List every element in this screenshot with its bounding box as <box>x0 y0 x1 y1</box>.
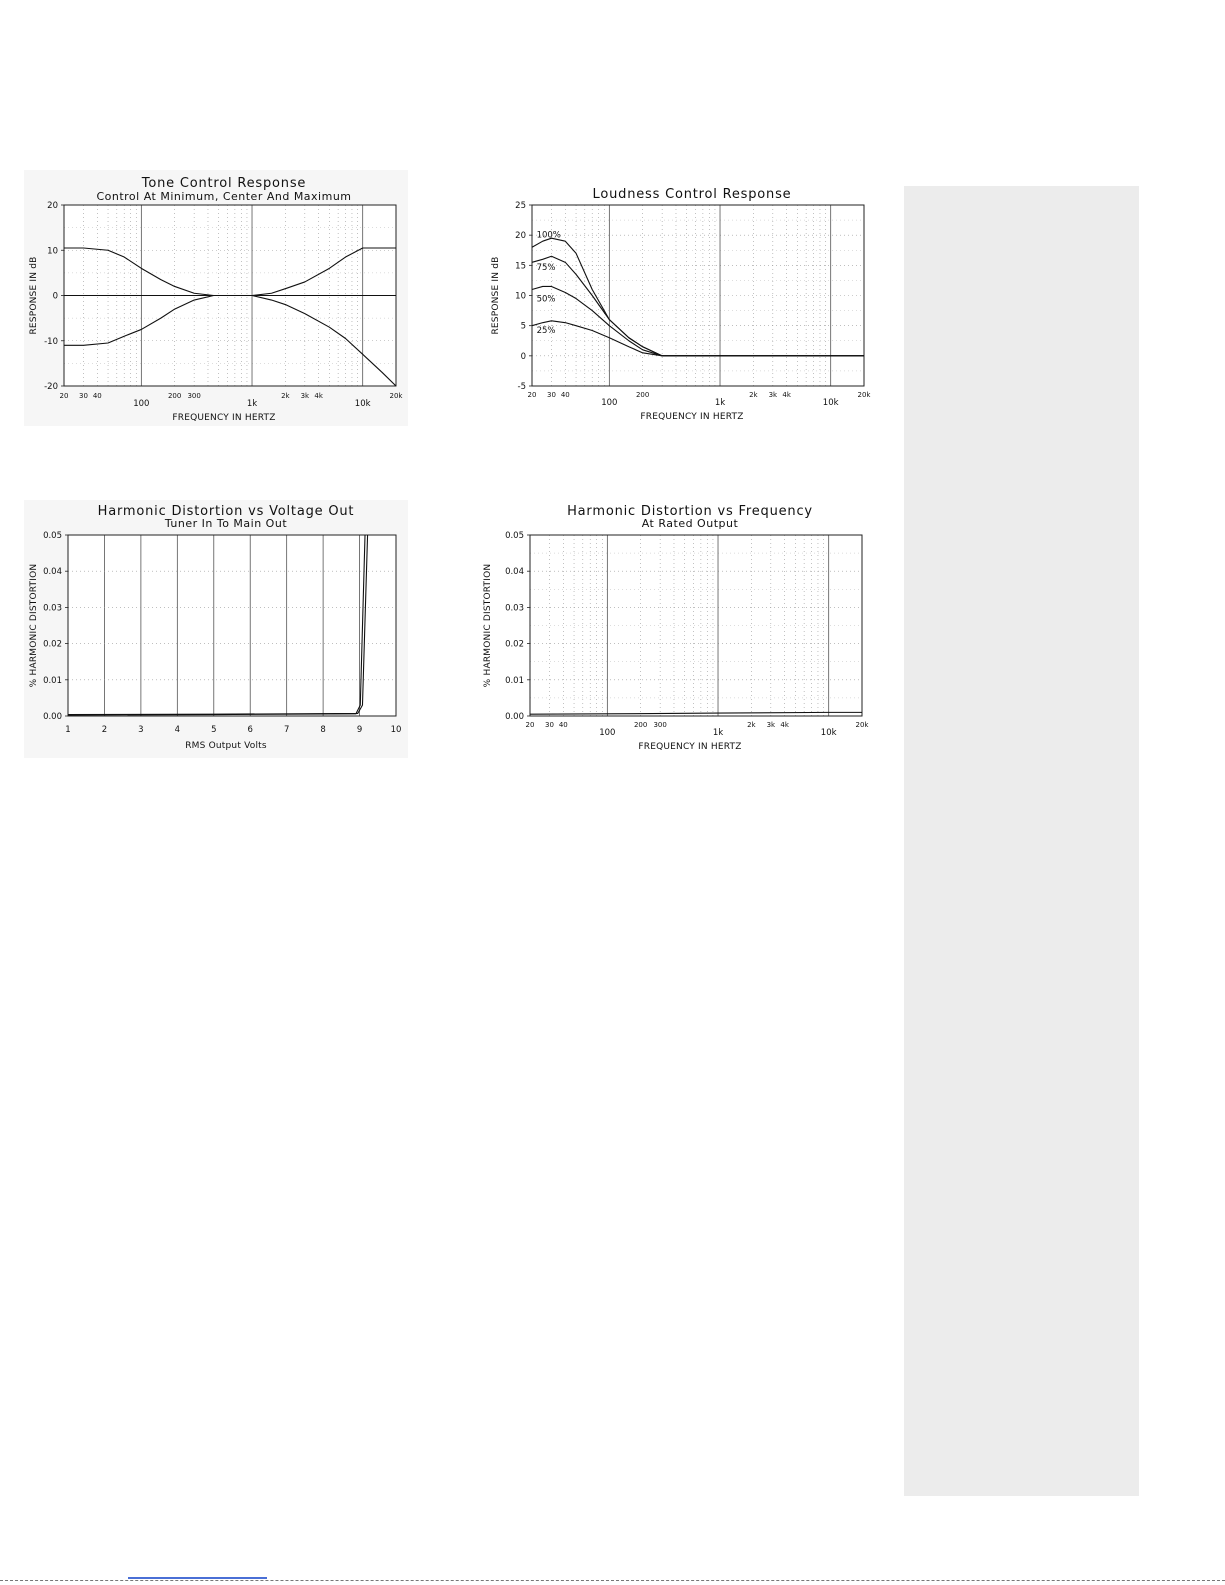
x-tick-label: 2k <box>749 391 758 399</box>
y-tick-label: 0.03 <box>505 603 524 614</box>
y-tick-label: 0.05 <box>43 531 62 541</box>
x-tick-label: 200 <box>635 391 650 399</box>
loudness-control-chart <box>484 184 874 426</box>
y-tick-label: 0.02 <box>43 639 62 650</box>
y-tick-label: 0.01 <box>505 675 524 686</box>
margin-note-panel <box>904 186 1139 1496</box>
y-tick-label: 20 <box>47 201 58 211</box>
y-tick-label: 0.01 <box>43 675 62 686</box>
y-tick-label: -5 <box>517 382 526 392</box>
y-tick-label: 10 <box>515 291 526 302</box>
y-tick-label: 15 <box>515 261 526 272</box>
x-axis-label: FREQUENCY IN HERTZ <box>172 413 276 423</box>
x-tick-label: 100 <box>601 398 618 408</box>
series-annotation: 25% <box>536 325 556 336</box>
x-tick-label: 2k <box>747 721 756 729</box>
x-tick-label: 100 <box>133 399 150 409</box>
y-tick-label: 0.05 <box>505 531 524 541</box>
tone-control-chart <box>24 170 408 426</box>
x-tick-label: 20k <box>857 391 871 399</box>
x-tick-label: 4k <box>782 391 791 399</box>
x-tick-label: 300 <box>653 721 667 729</box>
x-tick-label: 200 <box>167 392 182 400</box>
y-tick-label: 25 <box>515 201 526 211</box>
x-tick-label: 3k <box>766 721 776 729</box>
x-tick-label: 7 <box>283 725 290 735</box>
x-tick-label: 3k <box>768 391 778 399</box>
x-tick-label: 4k <box>780 721 789 729</box>
chart-subtitle: Control At Minimum, Center And Maximum <box>96 190 352 203</box>
x-tick-label: 1k <box>714 398 726 408</box>
x-tick-label: 1 <box>65 725 71 735</box>
x-tick-label: 3 <box>138 725 144 735</box>
y-tick-label: 0.04 <box>505 567 524 578</box>
x-tick-label: 2k <box>281 392 290 400</box>
y-tick-label: 0.00 <box>43 712 62 722</box>
y-axis-label: RESPONSE IN dB <box>491 256 501 335</box>
x-tick-label: 100 <box>599 728 616 738</box>
y-tick-label: -10 <box>44 336 58 347</box>
thd-vs-voltage-chart <box>24 500 408 758</box>
footer-link[interactable] <box>128 1577 267 1579</box>
series-annotation: 100% <box>536 230 561 241</box>
x-tick-label: 10k <box>354 399 371 409</box>
y-axis-label: % HARMONIC DISTORTION <box>29 563 39 688</box>
x-tick-label: 9 <box>356 725 363 735</box>
chart-subtitle: At Rated Output <box>641 517 739 530</box>
x-tick-label: 10k <box>822 398 839 408</box>
y-tick-label: 0 <box>520 351 526 362</box>
chart-thd-volt-svg <box>24 500 408 758</box>
y-tick-label: 0.02 <box>505 639 524 650</box>
chart-title: Tone Control Response <box>141 176 307 191</box>
x-axis-label: RMS Output Volts <box>185 741 267 751</box>
chart-title: Harmonic Distortion vs Voltage Out <box>97 504 355 519</box>
x-tick-label: 6 <box>247 725 253 735</box>
chart-thd-freq-svg <box>478 500 874 758</box>
y-tick-label: 10 <box>47 246 58 257</box>
x-tick-label: 40 <box>560 391 570 399</box>
x-tick-label: 8 <box>320 725 326 735</box>
footer-divider <box>0 1580 1225 1581</box>
x-tick-label: 20 <box>525 721 535 729</box>
x-tick-label: 200 <box>633 721 648 729</box>
x-tick-label: 4 <box>174 725 181 735</box>
y-tick-label: 0 <box>52 291 58 302</box>
chart-title: Harmonic Distortion vs Frequency <box>567 504 813 519</box>
x-tick-label: 2 <box>101 725 108 735</box>
x-axis-label: FREQUENCY IN HERTZ <box>640 412 744 422</box>
x-tick-label: 20 <box>59 392 69 400</box>
chart-loudness-svg <box>484 184 874 426</box>
y-axis-label: RESPONSE IN dB <box>29 256 39 335</box>
x-tick-label: 30 <box>79 392 88 400</box>
x-tick-label: 10 <box>390 725 402 735</box>
plot-area <box>530 535 862 716</box>
chart-subtitle: Tuner In To Main Out <box>164 517 288 530</box>
y-tick-label: 0.00 <box>505 712 524 722</box>
y-tick-label: 20 <box>515 231 526 242</box>
x-tick-label: 5 <box>211 725 217 735</box>
series-annotation: 50% <box>536 294 556 305</box>
chart-tone-svg <box>24 170 408 426</box>
series-annotation: 75% <box>536 263 556 274</box>
x-tick-label: 30 <box>547 391 556 399</box>
x-tick-label: 4k <box>314 392 323 400</box>
x-tick-label: 300 <box>187 392 201 400</box>
x-tick-label: 3k <box>300 392 310 400</box>
y-tick-label: 5 <box>520 321 526 332</box>
x-tick-label: 40 <box>92 392 102 400</box>
x-axis-label: FREQUENCY IN HERTZ <box>638 742 742 752</box>
thd-vs-frequency-chart <box>478 500 874 758</box>
y-axis-label: % HARMONIC DISTORTION <box>483 563 493 688</box>
x-tick-label: 40 <box>558 721 568 729</box>
x-tick-label: 1k <box>712 728 724 738</box>
y-tick-label: -20 <box>44 382 58 392</box>
x-tick-label: 20 <box>527 391 537 399</box>
plot-area <box>68 535 396 716</box>
y-tick-label: 0.04 <box>43 567 62 578</box>
x-tick-label: 10k <box>820 728 837 738</box>
x-tick-label: 20k <box>855 721 869 729</box>
y-tick-label: 0.03 <box>43 603 62 614</box>
plot-area <box>532 205 864 386</box>
x-tick-label: 20k <box>389 392 403 400</box>
x-tick-label: 1k <box>246 399 258 409</box>
x-tick-label: 30 <box>545 721 554 729</box>
chart-title: Loudness Control Response <box>592 187 792 202</box>
